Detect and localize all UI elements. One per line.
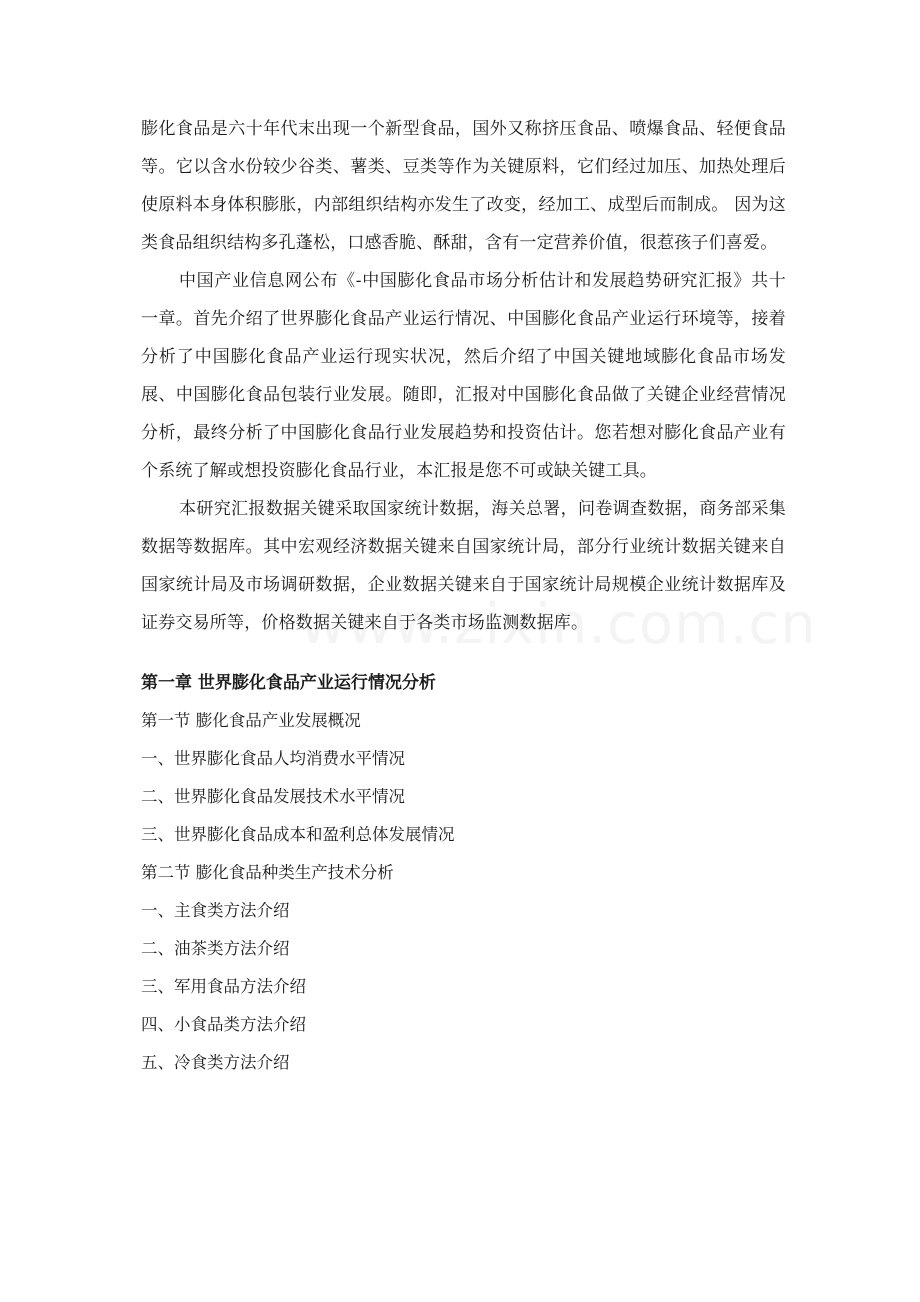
toc-item: 第二节 膨化食品种类生产技术分析 <box>141 863 394 882</box>
toc-item: 三、军用食品方法介绍 <box>141 977 306 996</box>
toc-item: 第一节 膨化食品产业发展概况 <box>141 711 361 730</box>
toc-item: 三、世界膨化食品成本和盈利总体发展情况 <box>141 825 455 844</box>
toc-item: 二、世界膨化食品发展技术水平情况 <box>141 787 405 806</box>
toc-item: 二、油茶类方法介绍 <box>141 939 290 958</box>
toc-item: 一、世界膨化食品人均消费水平情况 <box>141 749 405 768</box>
intro-paragraph: 膨化食品是六十年代末出现一个新型食品，国外又称挤压食品、喷爆食品、轻便食品等。它以含水份较少谷类、薯类、豆类等作为关键原料，它们经过加压、加热处理后使原料本身体积膨胀，内部组织结构亦发生了改变，经加工、成型后而制成。 因为这类食品组织结构多孔蓬松，口感香脆、酥甜，含有一定营养价值，很惹孩子们喜爱。 <box>141 119 786 253</box>
toc-item: 四、小食品类方法介绍 <box>141 1015 306 1034</box>
table-of-contents <box>141 664 786 1082</box>
toc-item: 五、冷食类方法介绍 <box>141 1053 290 1072</box>
report-summary-paragraph: 中国产业信息网公布《-中国膨化食品市场分析估计和发展趋势研究汇报》共十一章。首先介绍了世界膨化食品产业运行情况、中国膨化食品产业运行环境等，接着分析了中国膨化食品产业运行现实状况，然后介绍了中国关键地域膨化食品市场发展、中国膨化食品包装行业发展。随即，汇报对中国膨化食品做了关键企业经营情况分析，最终分析了中国膨化食品行业发展趋势和投资估计。您若想对膨化食品产业有个系统了解或想投资膨化食品行业，本汇报是您不可或缺关键工具。 <box>141 271 786 481</box>
chapter-heading: 第一章 世界膨化食品产业运行情况分析 <box>141 673 436 693</box>
data-source-paragraph: 本研究汇报数据关键采取国家统计数据，海关总署，问卷调查数据，商务部采集数据等数据库。其中宏观经济数据关键来自国家统计局，部分行业统计数据关键来自国家统计局及市场调研数据，企业数据关键来自于国家统计局规模企业统计数据库及证券交易所等，价格数据关键来自于各类市场监测数据库。 <box>141 499 786 633</box>
toc-item: 一、主食类方法介绍 <box>141 901 290 920</box>
document-page <box>141 110 786 1082</box>
